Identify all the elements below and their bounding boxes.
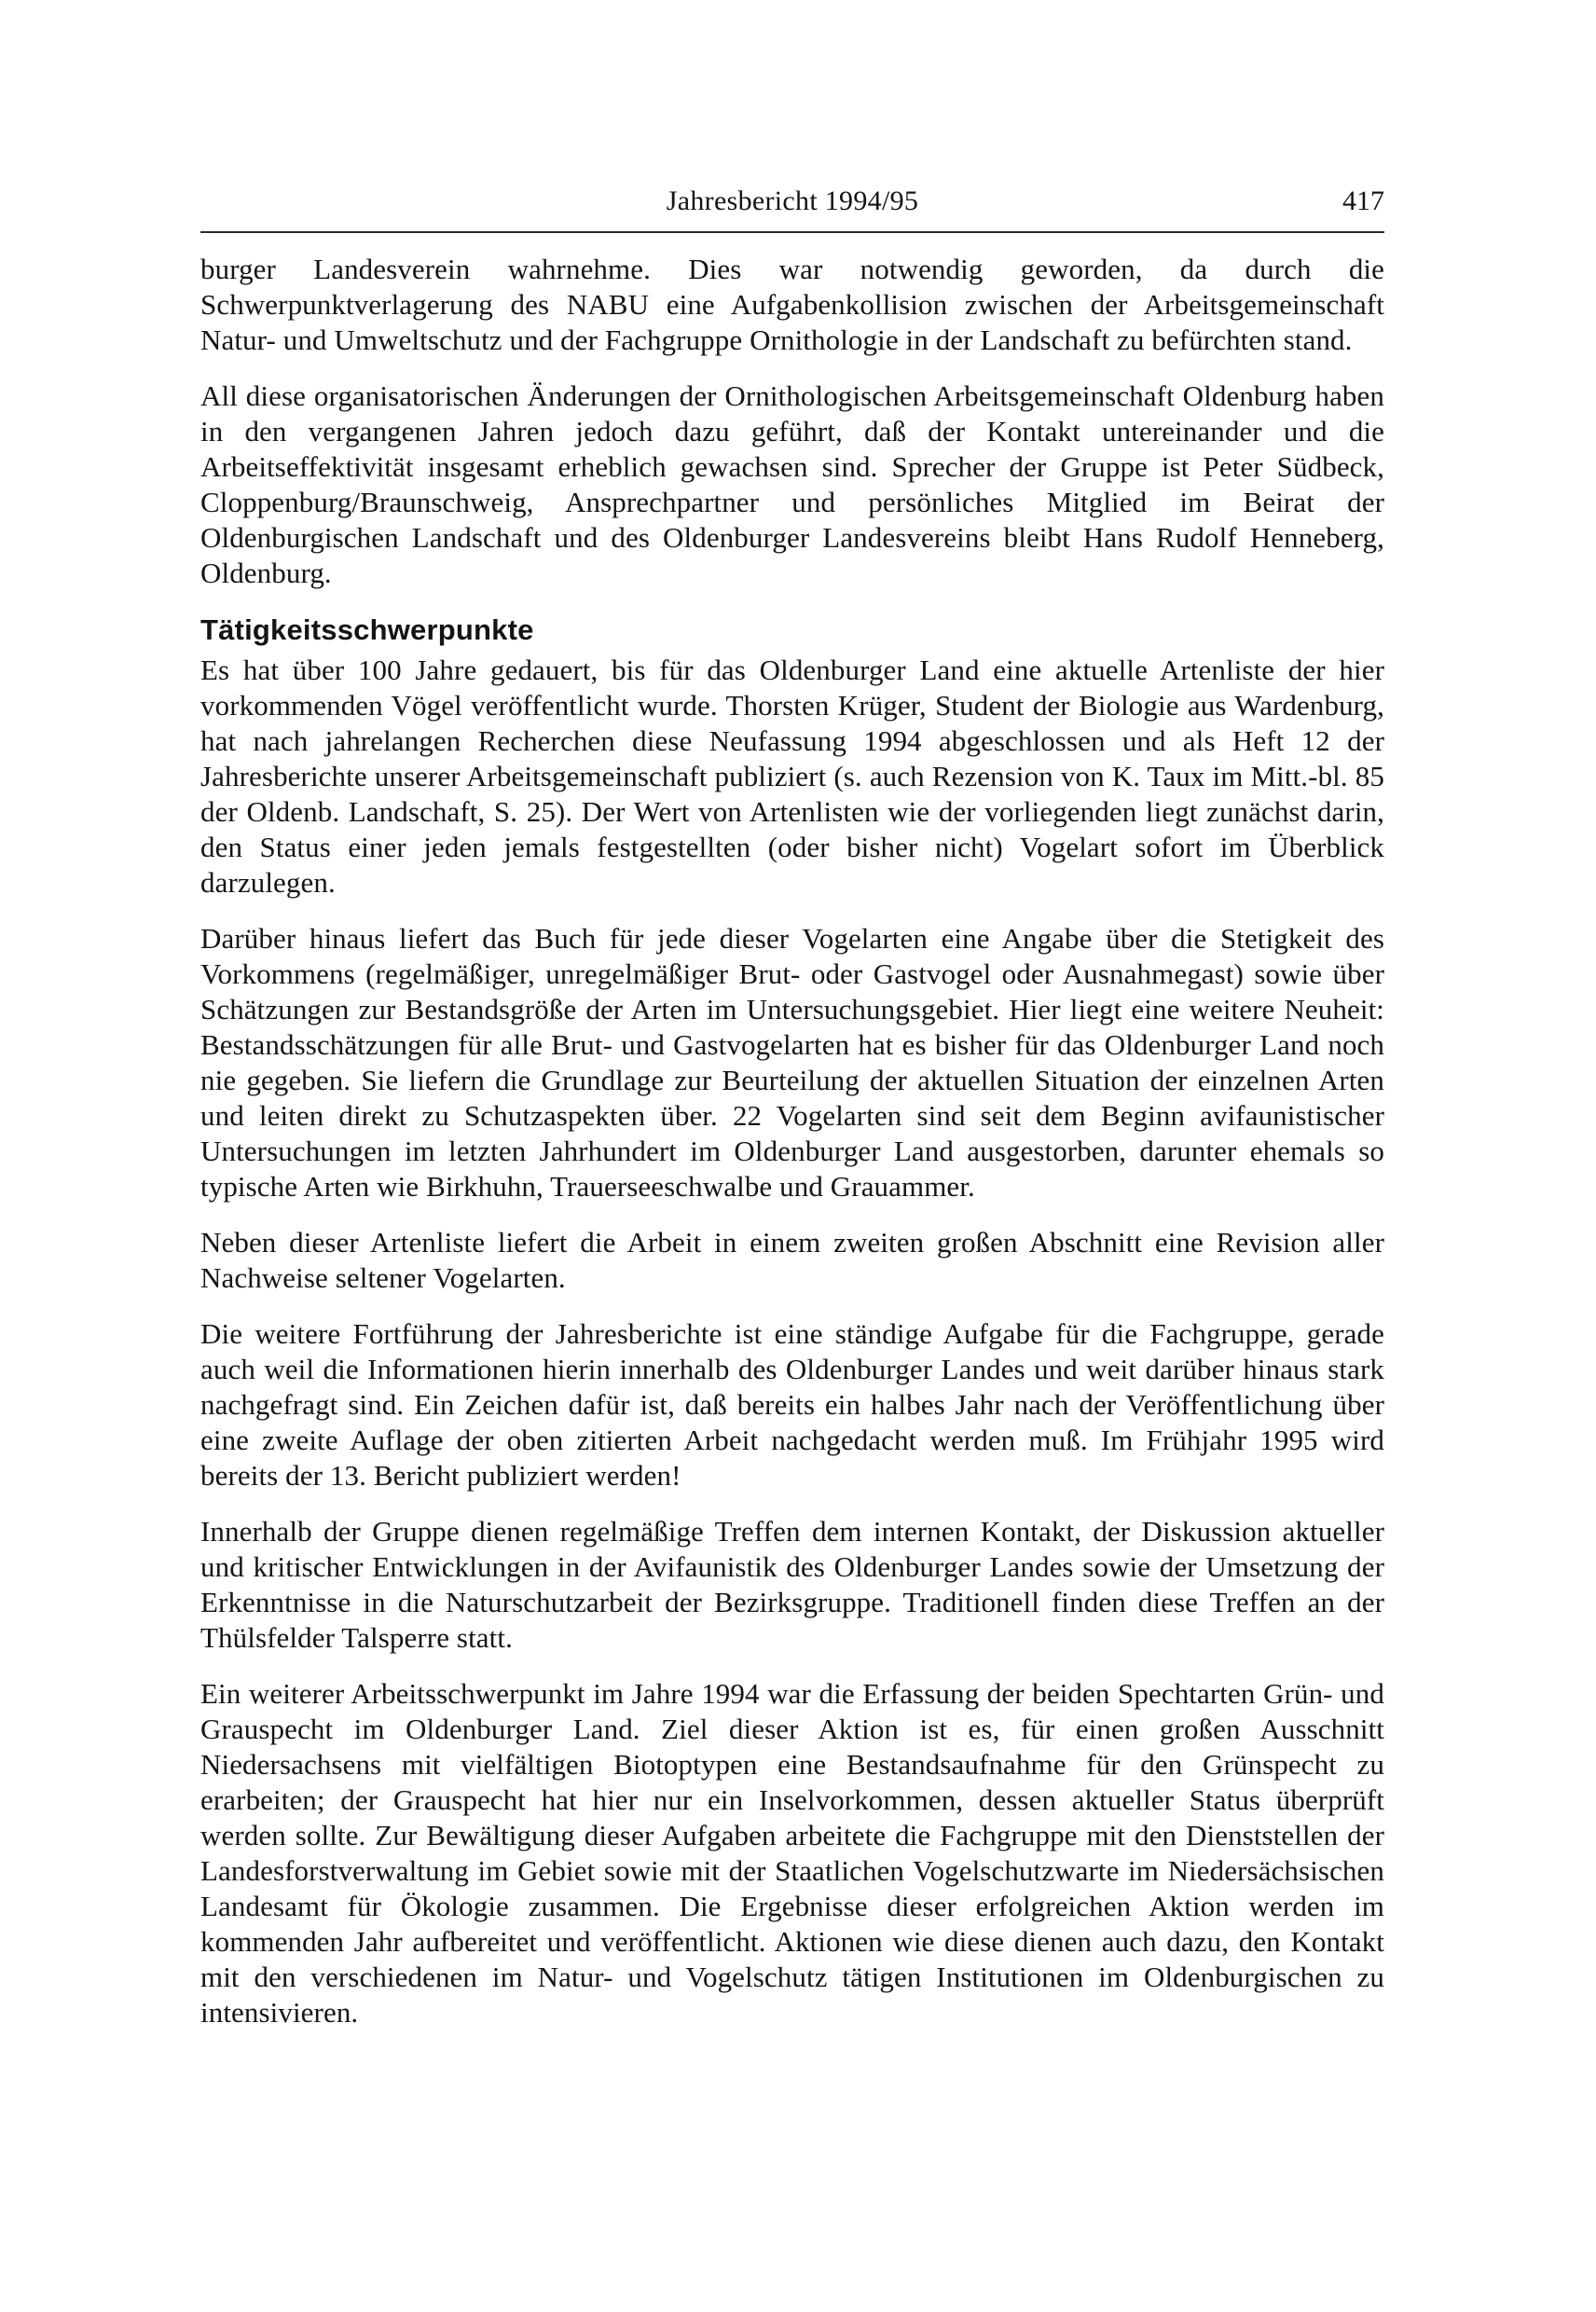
paragraph: Es hat über 100 Jahre gedauert, bis für das Oldenburger Land eine aktuelle Artenliste der hier vorkommenden Vögel veröffentlicht wurde. Thorsten Krüger, Student der Biologie aus Wardenburg, hat nach jahrelangen Recherchen diese Neufassung 1994 abgeschlossen und als Heft 12 der Jahresberichte unserer Arbeitsgemeinschaft publiziert (s. auch Rezension von K. Taux im Mitt.-bl. 85 der Oldenb. Landschaft, S. 25). Der Wert von Artenlisten wie der vorliegenden liegt zunächst darin, den Status einer jeden jemals festgestellten (oder bisher nicht) Vogelart sofort im Überblick darzulegen.	[200, 654, 1384, 899]
paragraph: Ein weiterer Arbeitsschwerpunkt im Jahre 1994 war die Erfassung der beiden Spechtarten Grün- und Grauspecht im Oldenburger Land. Ziel dieser Aktion ist es, für einen großen Ausschnitt Niedersachsens mit vielfältigen Biotoptypen eine Bestandsaufnahme für den Grünspecht zu erarbeiten; der Grauspecht hat hier nur ein Inselvorkommen, dessen aktueller Status überprüft werden sollte. Zur Bewältigung dieser Aufgaben arbeitete die Fachgruppe mit den Dienststellen der Landesforstverwaltung im Gebiet sowie mit der Staatlichen Vogelschutzwarte im Niedersächsischen Landesamt für Ökologie zusammen. Die Ergebnisse dieser erfolgreichen Aktion werden im kommenden Jahr aufbereitet und veröffentlicht. Aktionen wie diese dienen auch dazu, den Kontakt mit den verschiedenen im Natur- und Vogelschutz tätigen Institutionen im Oldenburgischen zu intensivieren.	[200, 1677, 1384, 2029]
running-header	[200, 183, 1384, 233]
page-number: 417	[1342, 186, 1384, 216]
paragraph: Die weitere Fortführung der Jahresberichte ist eine ständige Aufgabe für die Fachgruppe, gerade auch weil die Informationen hierin innerhalb des Oldenburger Landes und weit darüber hinaus stark nachgefragt sind. Ein Zeichen dafür ist, daß bereits ein halbes Jahr nach der Veröffentlichung über eine zweite Auflage der oben zitierten Arbeit nachgedacht werden muß. Im Frühjahr 1995 wird bereits der 13. Bericht publiziert werden!	[200, 1317, 1384, 1492]
running-title: Jahresbericht 1994/95	[666, 186, 919, 216]
paragraph: burger Landesverein wahrnehme. Dies war notwendig geworden, da durch die Schwerpunktverlagerung des NABU eine Aufgabenkollision zwischen der Arbeitsgemeinschaft Natur- und Umweltschutz und der Fachgruppe Ornithologie in der Landschaft zu befürchten stand.	[200, 253, 1384, 356]
paragraph: Darüber hinaus liefert das Buch für jede dieser Vogelarten eine Angabe über die Stetigkeit des Vorkommens (regelmäßiger, unregelmäßiger Brut- oder Gastvogel oder Ausnahmegast) sowie über Schätzungen zur Bestandsgröße der Arten im Untersuchungsgebiet. Hier liegt eine weitere Neuheit: Bestandsschätzungen für alle Brut- und Gastvogelarten hat es bisher für das Oldenburger Land noch nie gegeben. Sie liefern die Grundlage zur Beurteilung der aktuellen Situation der einzelnen Arten und leiten direkt zu Schutzaspekten über. 22 Vogelarten sind seit dem Beginn avifaunistischer Untersuchungen im letzten Jahrhundert im Oldenburger Land ausgestorben, darunter ehemals so typische Arten wie Birkhuhn, Trauerseeschwalbe und Grauammer.	[200, 922, 1384, 1203]
paragraph: Innerhalb der Gruppe dienen regelmäßige Treffen dem internen Kontakt, der Diskussion aktueller und kritischer Entwicklungen in der Avifaunistik des Oldenburger Landes sowie der Umsetzung der Erkenntnisse in die Naturschutzarbeit der Bezirksgruppe. Traditionell finden diese Treffen an der Thülsfelder Talsperre statt.	[200, 1515, 1384, 1654]
section-heading: Tätigkeitsschwerpunkte	[200, 613, 534, 646]
paragraph: All diese organisatorischen Änderungen der Ornithologischen Arbeitsgemeinschaft Oldenburg haben in den vergangenen Jahren jedoch dazu geführt, daß der Kontakt untereinander und die Arbeitseffektivität insgesamt erheblich gewachsen sind. Sprecher der Gruppe ist Peter Südbeck, Cloppenburg/Braunschweig, Ansprechpartner und persönliches Mitglied im Beirat der Oldenburgischen Landschaft und des Oldenburger Landesvereins bleibt Hans Rudolf Henneberg, Oldenburg.	[200, 379, 1384, 589]
body-text	[200, 252, 1384, 2051]
paragraph: Neben dieser Artenliste liefert die Arbeit in einem zweiten großen Abschnitt eine Revision aller Nachweise seltener Vogelarten.	[200, 1226, 1384, 1294]
